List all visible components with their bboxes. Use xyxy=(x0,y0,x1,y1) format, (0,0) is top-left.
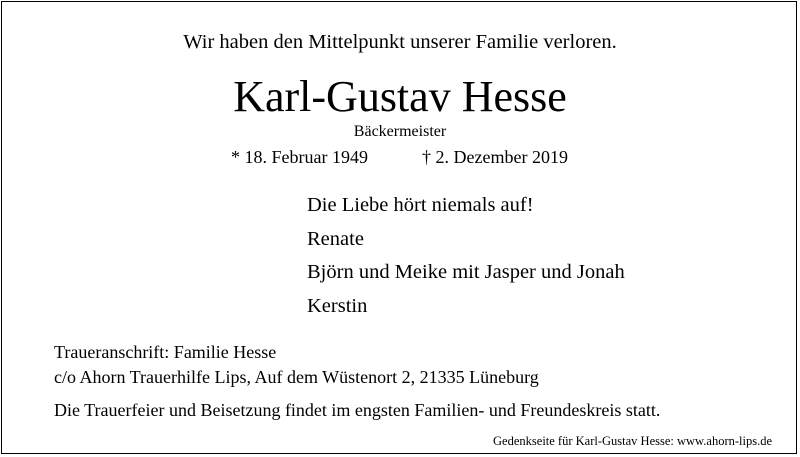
mourning-address xyxy=(54,340,539,390)
deceased-name: Karl-Gustav Hesse xyxy=(233,72,567,121)
memorial-page-link[interactable]: Gedenkseite für Karl-Gustav Hesse: www.ahorn-lips.de xyxy=(493,434,772,448)
mourner-line: Renate xyxy=(307,227,364,250)
address-line: c/o Ahorn Trauerhilfe Lips, Auf dem Wüstenort 2, 21335 Lüneburg xyxy=(54,367,539,387)
profession: Bäckermeister xyxy=(353,123,447,140)
intro-text: Wir haben den Mittelpunkt unserer Familie verloren. xyxy=(183,31,617,53)
mourner-line: Björn und Meike mit Jasper und Jonah xyxy=(307,261,625,283)
ceremony-note: Die Trauerfeier und Beisetzung findet im engsten Familien- und Freundeskreis statt. xyxy=(54,400,661,420)
mourner-line: Kerstin xyxy=(307,294,368,317)
mourners-list xyxy=(307,193,625,327)
mourner-line: Die Liebe hört niemals auf! xyxy=(307,194,534,216)
death-date: † 2. Dezember 2019 xyxy=(422,147,568,167)
address-line: Traueranschrift: Familie Hesse xyxy=(54,342,277,362)
birth-date: * 18. Februar 1949 xyxy=(231,147,368,167)
